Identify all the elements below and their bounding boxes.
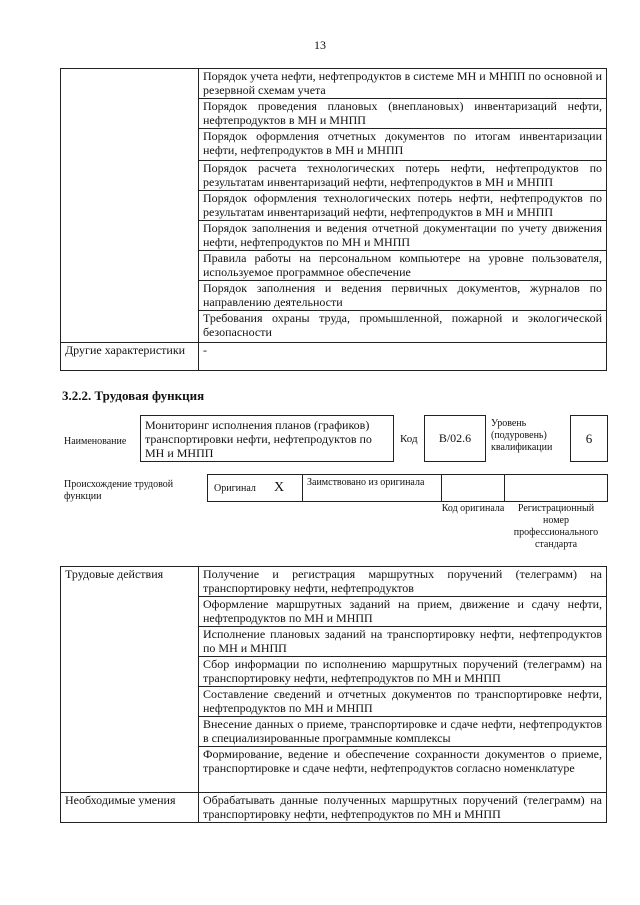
origin-label: Происхождение трудовой функции [64, 479, 174, 502]
code-value-box: B/02.6 [424, 415, 486, 462]
original-label: Оригинал [214, 483, 256, 494]
labor-actions-label: Трудовые действия [61, 567, 199, 793]
knowledge-item: Порядок заполнения и ведения первичных документов, журналов по направлению деятельности [199, 281, 607, 311]
actions-table [60, 566, 607, 823]
knowledge-item: Порядок оформления отчетных документов по итогам инвентаризации нефти, нефтепродуктов в МН и МНПП [199, 129, 607, 161]
labor-action-item: Сбор информации по исполнению маршрутных поручений (телеграмм) на транспортировку нефти, нефтепродуктов по МН и МНПП [199, 657, 607, 687]
other-characteristics-value: - [199, 343, 607, 371]
registration-number-caption: Регистрационный номер профессионального стандарта [513, 503, 599, 550]
other-characteristics-label: Другие характеристики [61, 343, 199, 371]
left-cell-empty [61, 69, 199, 343]
original-code-caption: Код оригинала [441, 503, 505, 514]
level-label: Уровень (подуровень) квалификации [491, 418, 553, 453]
knowledge-table [60, 68, 607, 371]
name-label: Наименование [64, 436, 127, 447]
required-skill-item: Обрабатывать данные полученных маршрутных поручений (телеграмм) на транспортировку нефти, нефтепродуктов по МН и МНПП [199, 793, 607, 823]
labor-action-item: Формирование, ведение и обеспечение сохранности документов о приеме, транспортировке и сдаче нефти, нефтепродуктов согласно номенклатуре [199, 747, 607, 793]
labor-action-item: Исполнение плановых заданий на транспортировку нефти, нефтепродуктов по МН и МНПП [199, 627, 607, 657]
borrowed-cell: Заимствовано из оригинала [302, 474, 442, 502]
original-code-cell [441, 474, 505, 502]
original-cell [207, 474, 303, 502]
knowledge-item: Порядок учета нефти, нефтепродуктов в системе МН и МНПП по основной и резервной схемам учета [199, 69, 607, 99]
registration-number-cell [504, 474, 608, 502]
knowledge-item: Порядок расчета технологических потерь нефти, нефтепродуктов по результатам инвентаризаций нефти, нефтепродуктов в МН и МНПП [199, 161, 607, 191]
required-skills-label: Необходимые умения [61, 793, 199, 823]
section-heading: 3.2.2. Трудовая функция [62, 388, 205, 403]
function-name-box: Мониторинг исполнения планов (графиков) транспортировки нефти, нефтепродуктов по МН и МНПП [140, 415, 394, 462]
code-label: Код [400, 433, 418, 445]
knowledge-item: Требования охраны труда, промышленной, пожарной и экологической безопасности [199, 311, 607, 343]
labor-action-item: Оформление маршрутных заданий на прием, движение и сдачу нефти, нефтепродуктов по МН и МНПП [199, 597, 607, 627]
labor-action-item: Составление сведений и отчетных документов по транспортировке нефти, нефтепродуктов по МН и МНПП [199, 687, 607, 717]
knowledge-item: Порядок оформления технологических потерь нефти, нефтепродуктов по результатам инвентаризаций нефти, нефтепродуктов в МН и МНПП [199, 191, 607, 221]
labor-action-item: Внесение данных о приеме, транспортировке и сдаче нефти, нефтепродуктов в специализированные программные комплексы [199, 717, 607, 747]
knowledge-item: Порядок проведения плановых (внеплановых) инвентаризаций нефти, нефтепродуктов в МН и МНПП [199, 99, 607, 129]
knowledge-item: Порядок заполнения и ведения отчетной документации по учету движения нефти, нефтепродуктов по МН и МНПП [199, 221, 607, 251]
original-mark: X [274, 480, 285, 495]
labor-action-item: Получение и регистрация маршрутных поручений (телеграмм) на транспортировку нефти, нефтепродуктов [199, 567, 607, 597]
level-value-box: 6 [570, 415, 608, 462]
knowledge-item: Правила работы на персональном компьютере на уровне пользователя, используемое программное обеспечение [199, 251, 607, 281]
page-number: 13 [314, 38, 326, 52]
